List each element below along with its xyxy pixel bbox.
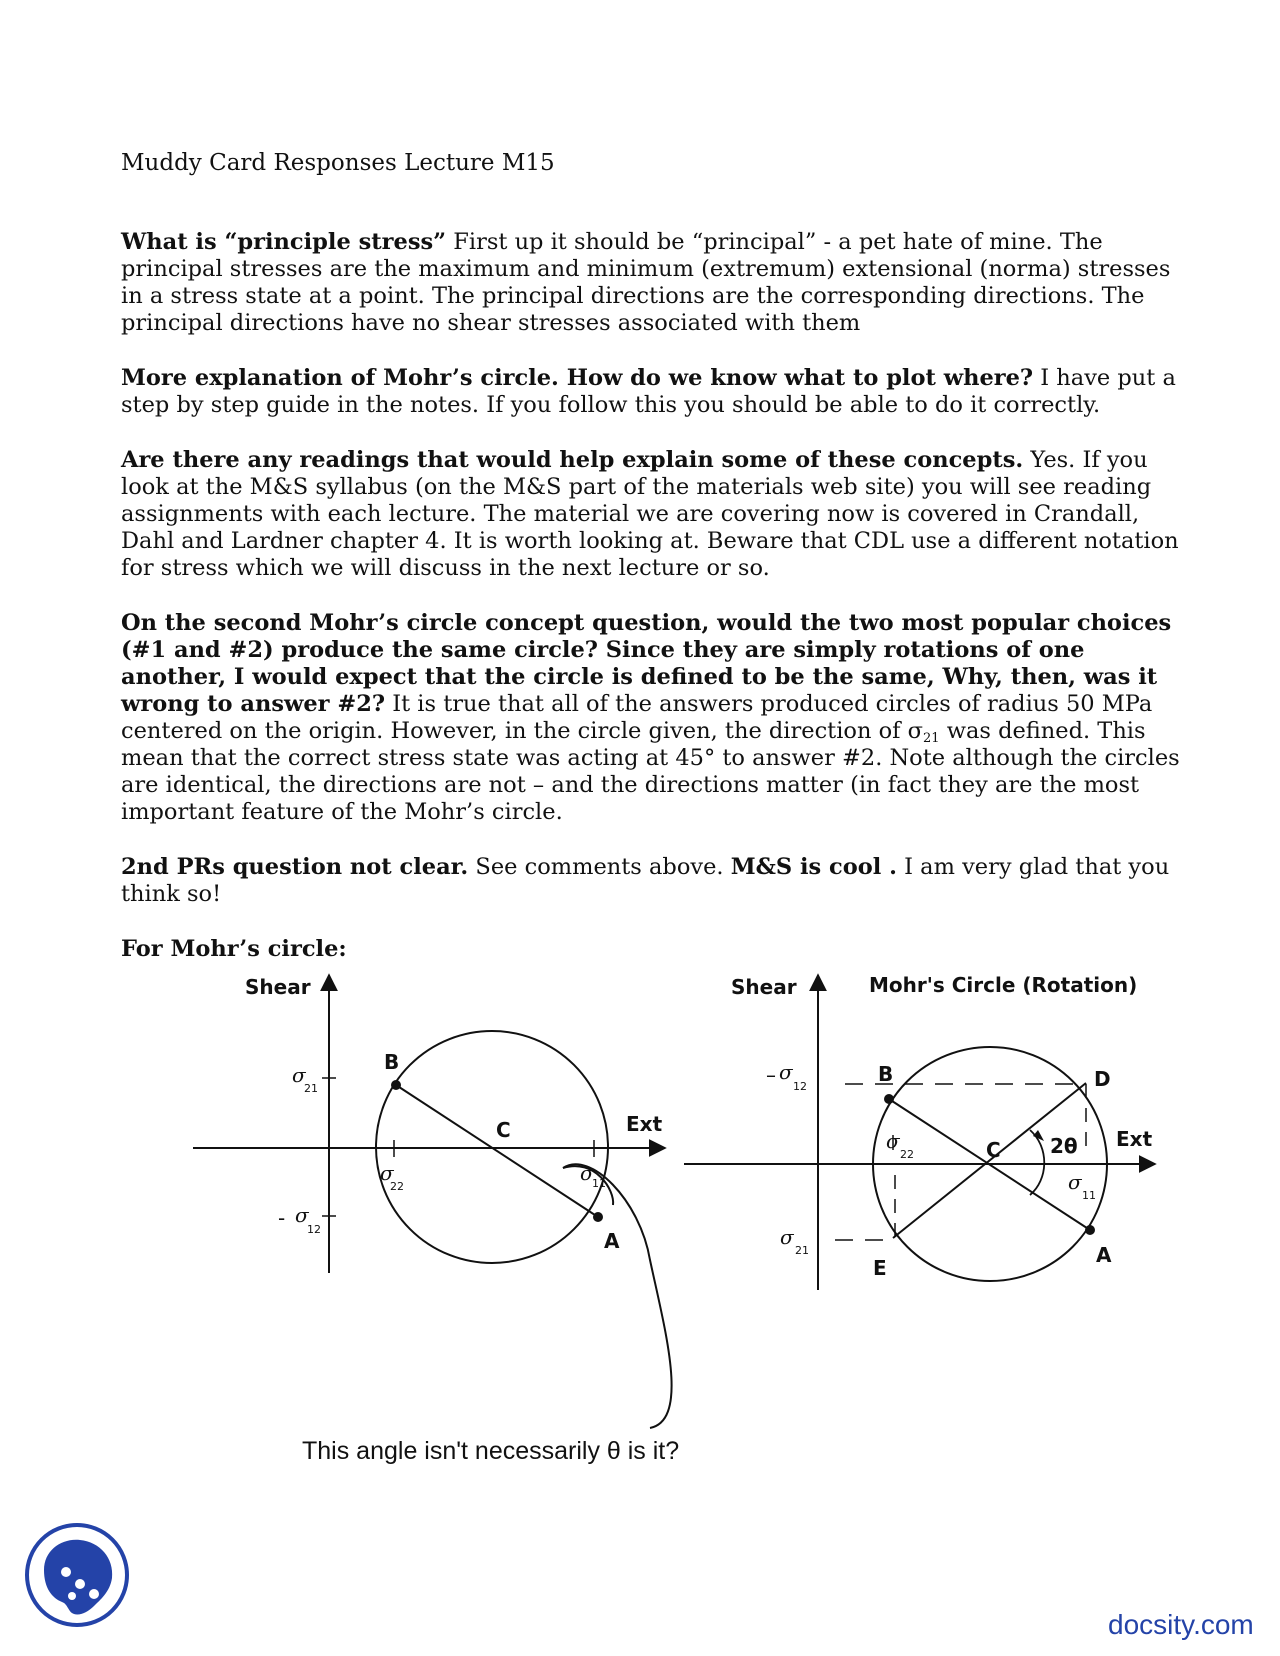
- section-label: For Mohr’s circle:: [121, 936, 347, 962]
- left-sigma21-subscript: 21: [304, 1082, 318, 1095]
- left-point-c-label: C: [496, 1118, 511, 1142]
- right-point-b-dot: [884, 1094, 894, 1104]
- right-sigma22-subscript: 22: [900, 1148, 914, 1161]
- left-sigma11-symbol: σ: [580, 1161, 594, 1185]
- right-point-c-label: C: [986, 1138, 1001, 1162]
- left-shear-label: Shear: [245, 975, 311, 999]
- answer-text: I have put a step by step guide in the notes. If you follow this you should be able to do it correctly.: [121, 365, 1176, 418]
- left-point-b-label: B: [384, 1050, 400, 1074]
- question-text: What is “principle stress”: [121, 229, 447, 255]
- right-point-e-label: E: [873, 1256, 887, 1280]
- answer-text-continued: was defined. This mean that the correct stress state was acting at 45° to answer #2. Note although the circles are identical, the directions are not – and the directions matter (in fact they are the most important feature of the Mohr’s circle.: [121, 718, 1180, 825]
- answer-text: First up it should be “principal” - a pet hate of mine. The principal stresses are the maximum and minimum (extremum) extensional (norma) stresses in a stress state at a point. The principal directions are the corresponding directions. The principal directions have no shear stresses associated with them: [121, 229, 1171, 336]
- right-point-a-label: A: [1096, 1243, 1112, 1267]
- annotation-caption: This angle isn't necessarily θ is it?: [302, 1437, 680, 1465]
- left-point-b-dot: [391, 1080, 401, 1090]
- right-sigma22-symbol: σ: [886, 1129, 900, 1153]
- question-text: 2nd PRs question not clear.: [121, 854, 469, 880]
- right-angle-label: 2θ: [1050, 1134, 1078, 1158]
- answer-text: It is true that all of the answers produced circles of radius 50 MPa centered on the origin. However, in the circle given, the direction of σ: [121, 691, 1153, 744]
- right-point-a-dot: [1085, 1225, 1095, 1235]
- answer-subscript: 21: [923, 731, 940, 746]
- right-neg-sigma12-subscript: 12: [793, 1080, 807, 1093]
- left-neg-sigma12-symbol: σ: [295, 1203, 309, 1227]
- left-diameter-ba: [396, 1085, 598, 1217]
- right-sigma11-symbol: σ: [1068, 1170, 1082, 1194]
- docsity-logo-icon: [22, 1520, 132, 1630]
- right-sigma21-subscript: 21: [795, 1244, 809, 1257]
- left-mohr-diagram: [193, 975, 672, 1428]
- right-sigma11-subscript: 11: [1082, 1189, 1096, 1202]
- docsity-brand-link[interactable]: docsity.com: [1108, 1609, 1254, 1640]
- left-neg-sigma12-prefix: -: [278, 1206, 286, 1230]
- right-shear-label: Shear: [731, 975, 797, 999]
- question-text-2: M&S is cool .: [730, 854, 897, 880]
- left-point-a-label: A: [604, 1229, 620, 1253]
- answer-text: See comments above.: [468, 854, 731, 880]
- left-sigma22-symbol: σ: [380, 1161, 394, 1185]
- left-sigma22-subscript: 22: [390, 1180, 404, 1193]
- right-mohr-diagram: [684, 973, 1155, 1290]
- right-point-d-label: D: [1094, 1067, 1111, 1091]
- question-text: Are there any readings that would help explain some of these concepts.: [121, 447, 1024, 473]
- left-ext-label: Ext: [626, 1112, 663, 1136]
- right-point-b-label: B: [878, 1062, 894, 1086]
- left-sigma21-symbol: σ: [292, 1063, 306, 1087]
- left-point-a-dot: [593, 1212, 603, 1222]
- right-neg-sigma12-prefix: –: [766, 1063, 776, 1087]
- right-sigma21-symbol: σ: [780, 1225, 794, 1249]
- left-neg-sigma12-subscript: 12: [307, 1223, 321, 1236]
- answer-text-2: I am very glad that you think so!: [121, 854, 1170, 907]
- right-neg-sigma12-symbol: σ: [779, 1060, 793, 1084]
- right-diagram-title: Mohr's Circle (Rotation): [869, 973, 1138, 997]
- left-sigma11-subscript: 11: [592, 1177, 606, 1190]
- right-ext-label: Ext: [1116, 1127, 1153, 1151]
- page-title: Muddy Card Responses Lecture M15: [121, 150, 555, 176]
- answer-text: Yes. If you look at the M&S syllabus (on the M&S part of the materials web site) you will see reading assignments with each lecture. The material we are covering now is covered in Crandall, Dahl and Lardner chapter 4. It is worth looking at. Beware that CDL use a different notation for stress which we will discuss in the next lecture or so.: [121, 447, 1179, 581]
- question-text: More explanation of Mohr’s circle. How do we know what to plot where?: [121, 365, 1034, 391]
- question-text: On the second Mohr’s circle concept question, would the two most popular choices (#1 and #2) produce the same circle? Since they are simply rotations of one another, I would expect that the circle is defined to be the same, Why, then, was it wrong to answer #2?: [121, 610, 1172, 717]
